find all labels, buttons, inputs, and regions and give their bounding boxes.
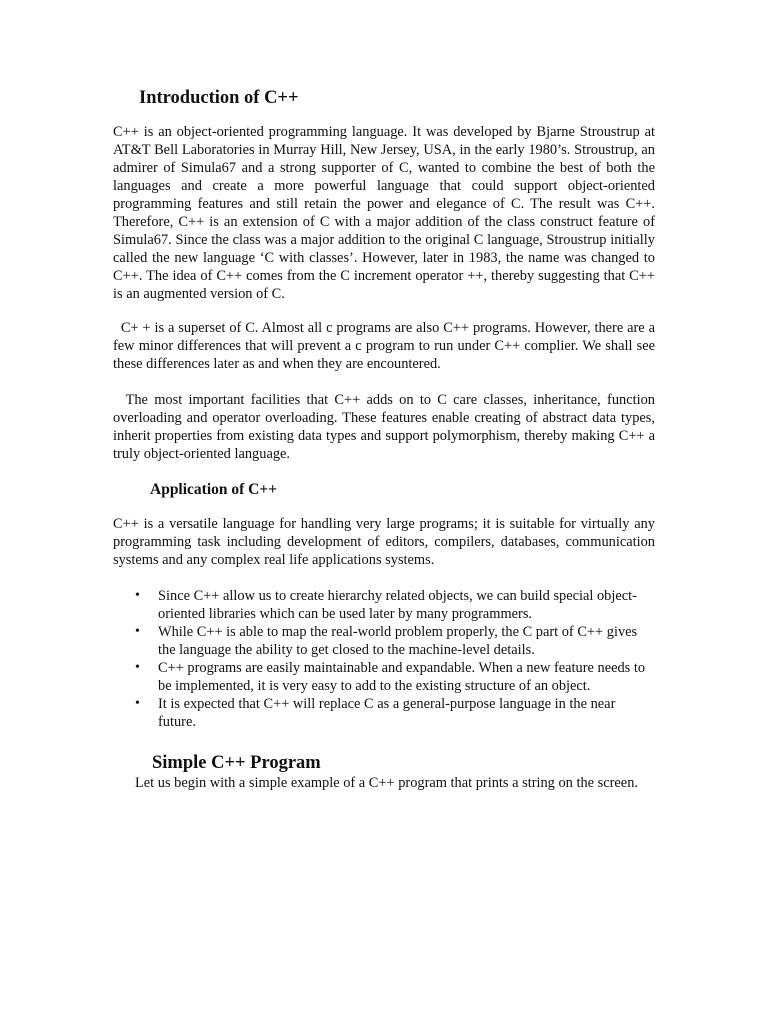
intro-paragraph-2-text: C+ + is a superset of C. Almost all c programs are also C++ programs. However, there are a few minor differences that will prevent a c program to run under C++ complier. We shall see these differences later as and when they are encountered. <box>113 320 655 372</box>
application-bullet-list <box>113 587 655 731</box>
bullet-text: It is expected that C++ will replace C as a general-purpose language in the near future. <box>158 696 616 730</box>
intro-paragraph-3 <box>113 391 655 463</box>
application-paragraph: C++ is a versatile language for handling very large programs; it is suitable for virtually any programming task including development of editors, compilers, databases, communication systems and any complex real life applications systems. <box>113 516 655 568</box>
bullet-glyph: • <box>135 588 140 603</box>
simple-program-paragraph: Let us begin with a simple example of a C++ program that prints a string on the screen. <box>135 775 638 791</box>
bullet-glyph: • <box>135 696 140 711</box>
bullet-item <box>113 695 655 731</box>
application-heading: Application of C++ <box>150 481 278 498</box>
intro-heading: Introduction of C++ <box>139 88 299 108</box>
bullet-item <box>113 587 655 623</box>
intro-paragraph-3-text: The most important facilities that C++ adds on to C care classes, inheritance, function overloading and operator overloading. These features enable creating of abstract data types, inherit properties from existing data types and support polymorphism, thereby making C++ a truly object-oriented language. <box>113 392 655 462</box>
bullet-item <box>113 659 655 695</box>
bullet-text: While C++ is able to map the real-world problem properly, the C part of C++ gives the language the ability to get closed to the machine-level details. <box>158 624 638 658</box>
intro-paragraph-2 <box>113 319 655 373</box>
bullet-item <box>113 623 655 659</box>
bullet-glyph: • <box>135 660 140 675</box>
intro-paragraph-1: C++ is an object-oriented programming language. It was developed by Bjarne Stroustrup at AT&T Bell Laboratories in Murray Hill, New Jersey, USA, in the early 1980’s. Stroustrup, an admirer of Simula67 and a strong supporter of C, wanted to combine the best of both the languages and create a more powerful language that could support object-oriented programming features and still retain the power and elegance of C. The result was C++. Therefore, C++ is an extension of C with a major addition of the class construct feature of Simula67. Since the class was a major addition to the original C language, Stroustrup initially called the new language ‘C with classes’. However, later in 1983, the name was changed to C++. The idea of C++ comes from the C increment operator ++, thereby suggesting that C++ is an augmented version of C. <box>113 124 655 302</box>
bullet-glyph: • <box>135 624 140 639</box>
bullet-text: Since C++ allow us to create hierarchy related objects, we can build special object-oriented libraries which can be used later by many programmers. <box>158 588 637 622</box>
simple-program-heading: Simple C++ Program <box>152 753 321 773</box>
bullet-text: C++ programs are easily maintainable and expandable. When a new feature needs to be implemented, it is very easy to add to the existing structure of an object. <box>158 660 646 694</box>
